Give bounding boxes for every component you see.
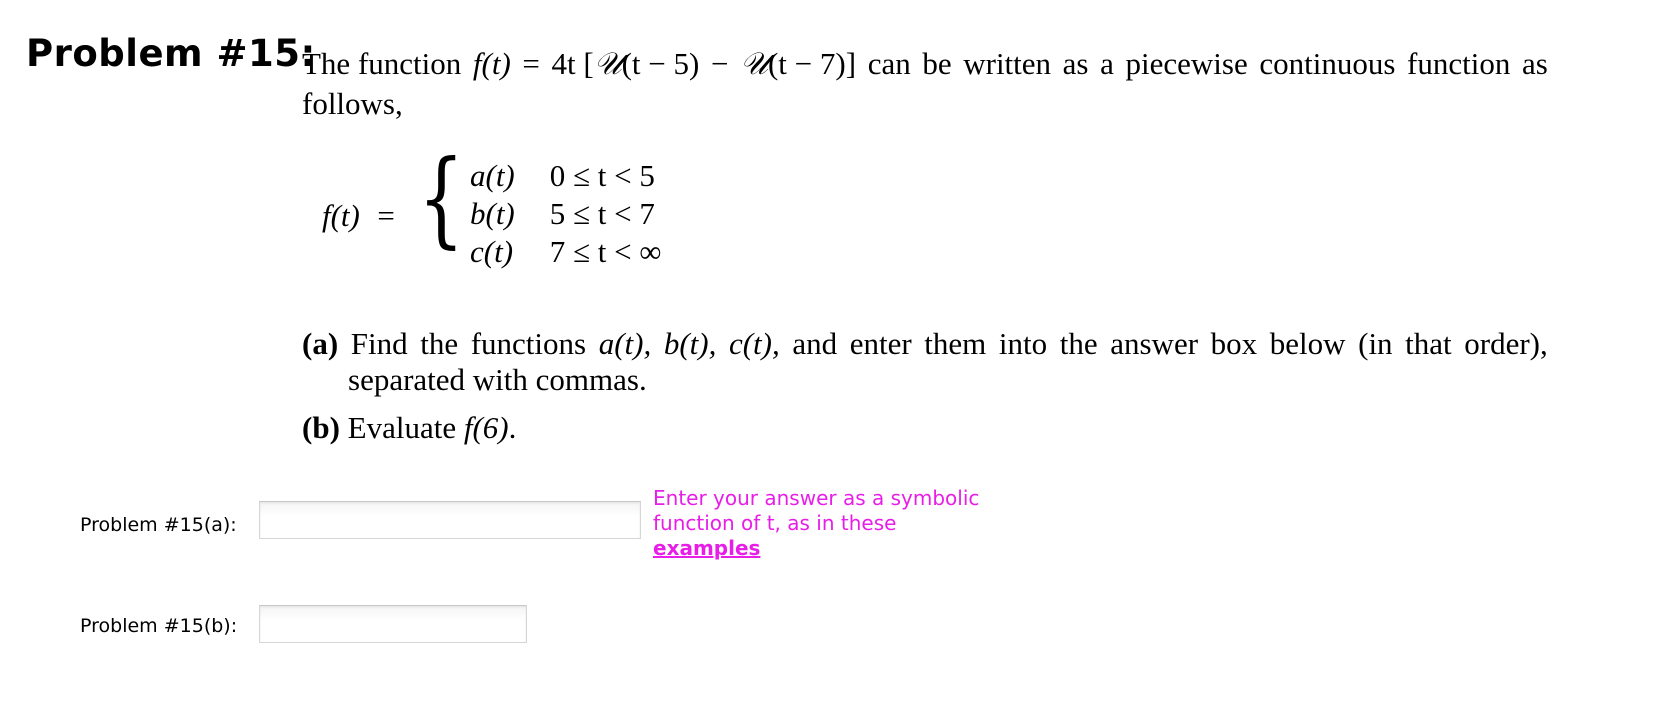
part-b-period: . (508, 410, 517, 445)
part-a-line-1 (302, 326, 1548, 362)
part-a-word: (in (1358, 326, 1393, 361)
part-a-word: Find (350, 326, 408, 361)
part-a-word: enter (849, 326, 912, 361)
statement-word: a (1100, 46, 1114, 81)
statement-word: as (1062, 46, 1089, 81)
statement-f-of-t: f(t) (472, 46, 511, 81)
part-a-word: a(t), (598, 326, 652, 361)
part-a-word: functions (470, 326, 587, 361)
statement-word: continuous (1259, 46, 1396, 81)
problem-statement (302, 44, 1548, 124)
part-a-word: answer (1110, 326, 1199, 361)
examples-link[interactable]: examples (653, 536, 761, 560)
piecewise-condition: 5 ≤ t < 7 (549, 196, 655, 231)
part-a-word: c(t), (728, 326, 780, 361)
piecewise-lhs: f(t) = (322, 198, 397, 233)
statement-expression-2: 𝒰(t − 7)] (740, 46, 857, 82)
part-a-question (302, 326, 1548, 398)
piecewise-condition: 7 ≤ t < ∞ (549, 234, 662, 269)
left-brace: { (418, 137, 465, 259)
statement-word: be (922, 46, 952, 81)
statement-minus: − (710, 46, 729, 81)
piecewise-function: b(t) (470, 196, 515, 231)
part-a-line-2: separated with commas. (348, 362, 647, 397)
answer-a-label: Problem #15(a): (80, 514, 237, 536)
part-a-word: into (998, 326, 1048, 361)
statement-line-1 (302, 44, 1548, 84)
part-a-word: the (420, 326, 459, 361)
part-a-word: b(t), (663, 326, 717, 361)
part-b-label: (b) (302, 410, 340, 445)
hint-text: Enter your answer as a symbolic function of t, as in these (653, 486, 980, 535)
piecewise-row (470, 158, 655, 194)
piecewise-function: a(t) (470, 158, 515, 193)
statement-intro: The function (302, 46, 462, 81)
piecewise-row (470, 196, 655, 232)
statement-expression: 4t [𝒰(t − 5) (551, 46, 700, 82)
answer-b-label: Problem #15(b): (80, 615, 238, 637)
statement-word: written (963, 46, 1052, 81)
answer-hint (653, 486, 1013, 561)
part-a-word: that (1405, 326, 1452, 361)
part-a-word: order), (1464, 326, 1548, 361)
statement-word: function (1407, 46, 1511, 81)
statement-word: piecewise (1125, 46, 1248, 81)
part-b-question (302, 410, 516, 446)
part-b-expression: f(6) (463, 410, 509, 445)
piecewise-function: c(t) (470, 234, 514, 269)
problem-heading: Problem #15: (26, 32, 316, 75)
part-a-word: and (792, 326, 838, 361)
answer-a-input[interactable] (259, 501, 641, 539)
part-b-text: Evaluate (347, 410, 457, 445)
statement-equals: = (522, 46, 540, 81)
part-a-word: below (1269, 326, 1346, 361)
part-a-word: the (1059, 326, 1098, 361)
statement-word: as (1521, 46, 1548, 81)
statement-line-2: follows, (302, 86, 403, 121)
answer-b-input[interactable] (259, 605, 527, 643)
part-a-word: box (1210, 326, 1258, 361)
piecewise-condition: 0 ≤ t < 5 (549, 158, 655, 193)
part-a-label: (a) (302, 326, 339, 361)
piecewise-row (470, 234, 661, 270)
statement-word: can (867, 46, 911, 81)
part-a-word: them (924, 326, 987, 361)
